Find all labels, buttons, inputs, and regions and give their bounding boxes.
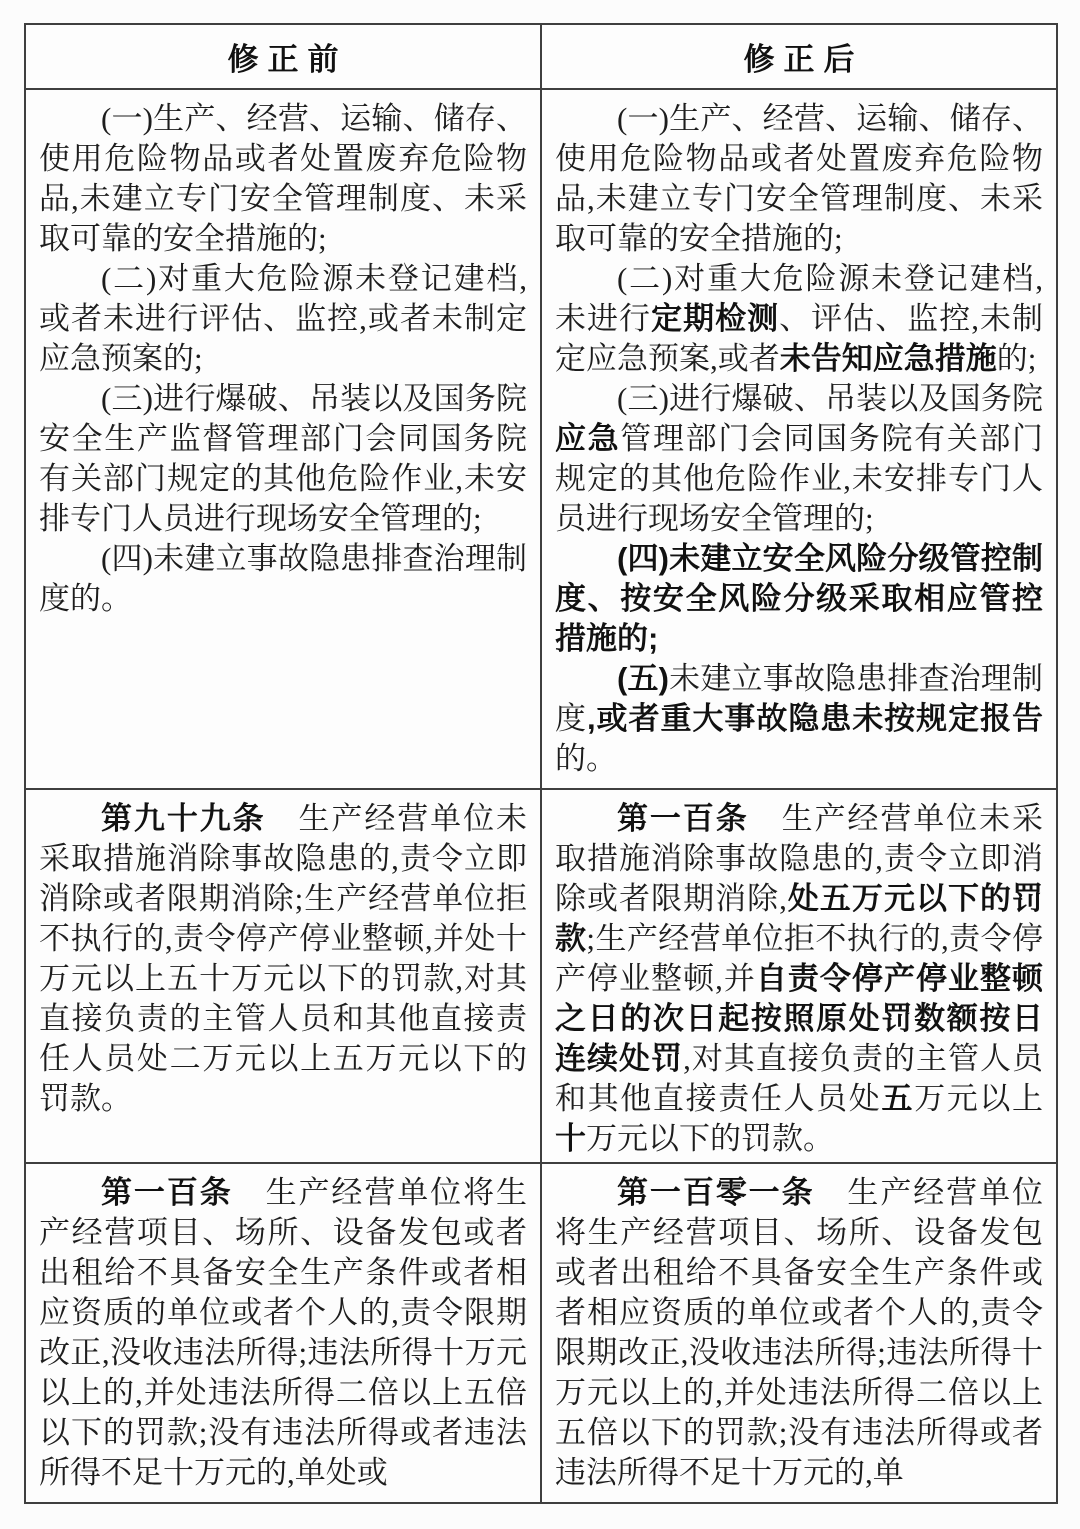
cell-row3-before [26, 1164, 542, 1502]
text-run: 生产经营单位将生产经营项目、场所、设备发包或者出租给不具备安全生产条件或者相应资质的单位或者个人的,责令限期改正,没收违法所得;违法所得十万元以上的,并处违法所得二倍以上五倍以下的罚款;没有违法所得或者违法所得不足十万元的,单 [555, 1175, 1043, 1490]
header-label-after: 修正后 [743, 42, 864, 77]
amended-text-run: 定期检测 [651, 301, 780, 336]
text-run: 万元以下的罚款。 [586, 1121, 834, 1156]
header-label-before: 修正前 [227, 42, 348, 77]
text-run: 的。 [555, 741, 617, 776]
paragraph [555, 1173, 1043, 1493]
text-run: (四)未建立事故隐患排查治理制度的。 [39, 541, 527, 616]
amended-text-run: ,或者重大事故隐患未按规定报告 [586, 701, 1043, 736]
paragraph [39, 799, 527, 1119]
paragraph [39, 1173, 527, 1493]
text-run: 、评估、监控,未制定应急预案,或者 [555, 301, 1044, 376]
amended-text-run: 第九十九条 [101, 801, 266, 836]
amended-text-run: 处五万元以下的罚款 [555, 881, 1044, 956]
cell-row3-after [542, 1164, 1056, 1502]
paragraph [555, 259, 1043, 379]
text-run: (一)生产、经营、运输、储存、使用危险物品或者处置废弃危险物品,未建立专门安全管理制度、未采取可靠的安全措施的; [39, 101, 527, 256]
text-run: 未建立事故隐患排查治理制度 [555, 661, 1043, 736]
amended-text-run: 第一百条 [101, 1175, 233, 1210]
text-run: 管理部门会同国务院有关部门规定的其他危险作业,未安排专门人员进行现场安全管理的; [555, 421, 1044, 536]
header-cell-after [542, 25, 1056, 90]
text-run: (三)进行爆破、吊装以及国务院 [617, 381, 1043, 416]
amended-text-run: (四)未建立安全风险分级管控制度、按安全风险分级采取相应管控措施的; [555, 541, 1043, 656]
text-run: 的; [996, 341, 1037, 376]
amended-text-run: 五 [881, 1081, 915, 1116]
amended-text-run: 十 [555, 1121, 586, 1156]
paragraph [555, 379, 1043, 539]
amended-text-run: 自责令停产停业整顿之日的次日起按照原处罚数额按日连续处罚 [555, 961, 1044, 1076]
paragraph [39, 539, 527, 619]
text-run: ;生产经营单位拒不执行的,责令停产停业整顿,并 [555, 921, 1043, 996]
amended-text-run: 第一百零一条 [617, 1175, 815, 1210]
cell-row1-after [542, 90, 1056, 790]
text-run: 生产经营单位将生产经营项目、场所、设备发包或者出租给不具备安全生产条件或者相应资质的单位或者个人的,责令限期改正,没收违法所得;违法所得十万元以上的,并处违法所得二倍以上五倍以下的罚款;没有违法所得或者违法所得不足十万元的,单处或 [39, 1175, 528, 1490]
amended-text-run: 应急 [555, 421, 621, 456]
text-run: 生产经营单位未采取措施消除事故隐患的,责令立即消除或者限期消除, [555, 801, 1044, 916]
paragraph [39, 99, 527, 259]
text-run: (三)进行爆破、吊装以及国务院安全生产监督管理部门会同国务院有关部门规定的其他危险作业,未安排专门人员进行现场安全管理的; [39, 381, 527, 536]
paragraph [555, 99, 1043, 259]
cell-row2-after [542, 790, 1056, 1164]
text-run: (二)对重大危险源未登记建档,或者未进行评估、监控,或者未制定应急预案的; [39, 261, 527, 376]
amended-text-run: (五) [617, 661, 669, 696]
cell-row2-before [26, 790, 542, 1164]
text-run: 万元以上 [914, 1081, 1044, 1116]
text-run: ,对其直接负责的主管人员和其他直接责任人员处 [555, 1041, 1044, 1116]
text-run: (二)对重大危险源未登记建档,未进行 [555, 261, 1043, 336]
paragraph [555, 539, 1043, 659]
cell-row1-before [26, 90, 542, 790]
text-run: (一)生产、经营、运输、储存、使用危险物品或者处置废弃危险物品,未建立专门安全管理制度、未采取可靠的安全措施的; [555, 101, 1043, 256]
paragraph [555, 799, 1043, 1159]
header-cell-before [26, 25, 542, 90]
amended-text-run: 第一百条 [617, 801, 749, 836]
paragraph [39, 379, 527, 539]
paragraph [555, 659, 1043, 779]
text-run: 生产经营单位未采取措施消除事故隐患的,责令立即消除或者限期消除;生产经营单位拒不执行的,责令停产停业整顿,并处十万元以上五十万元以下的罚款,对其直接负责的主管人员和其他直接责任人员处二万元以上五万元以下的罚款。 [39, 801, 528, 1116]
amended-text-run: 未告知应急措施 [779, 341, 997, 376]
comparison-table [24, 23, 1058, 1504]
paragraph [39, 259, 527, 379]
